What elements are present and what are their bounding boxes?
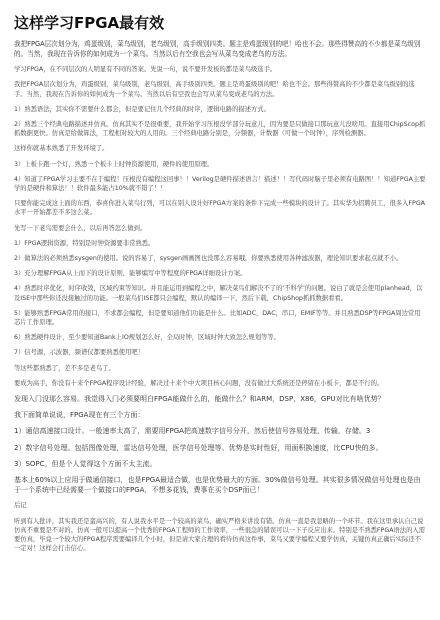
paragraph: 4）熟悉时序优化，时序收敛，区域约束等知识。并且能运用到编程之中，解决菜鸟们解决不了的'不科学'的问题。说白了就是会使用planhead，以及ISE中那些你还没接触过的功能。一般菜鸟们ISE都只会编程，默认的编译一下，然后下载，ChipShop抓抓数据看看。 <box>14 285 423 302</box>
paragraph: 1）FPGA逻辑资源，特别是时钟资源要非常熟悉。 <box>14 239 155 247</box>
paragraph: 等这些都熟悉了，差不多是老鸟了。 <box>14 364 115 372</box>
paragraph: 这样你就基本熟悉了开发环境了。 <box>14 145 109 153</box>
paragraph: 我把FPGA层次划分为，鸡蛋级别，菜鸟级别，老鸟级别，高手级别四类。题主是鸡蛋级别的吧！哈也不会。那些得赞高的不少都是菜鸟级别的。当然，我现在告诉你的如何成为一个菜鸟。当然以后有空我也会写从菜鸟变成老鸟的方法。 <box>14 40 421 58</box>
paragraph: 4）知道了FPGA学习主要不在于编程！压根没有编程这回事！！Verilog是硬件描述语言！描述！！写代码时脑子里必须有电路图！！知道FPGA主要学的是硬件和算法！！软件最多能占10%就不错了！！ <box>14 175 426 193</box>
paragraph: 1）熟悉语法，其实你不需要什么都会，但是要记住几个经典的时序，逻辑电路的描述方式。 <box>14 105 270 113</box>
paragraph: 我把FPGA层次划分为，鸡蛋级别，菜鸟级别，老鸟级别，高手级别四类。题主是鸡蛋级别的吧！哈也不会。那些得赞高的不少都是菜鸟级别的选手。当然，我现在告诉你的如何成为一个菜鸟。当然以后有空我也会写从菜鸟变成老鸟的方法。 <box>14 81 415 98</box>
paragraph: 1）通信高速接口设计。一般速率太高了，需要用FPGA把高速数字信号分开，然后使信号容易处理，传输，存储。3 <box>14 427 371 436</box>
paragraph: 5）能够熟悉FPGA常用的接口，不求都会编程，但是要知道他们功能是什么。比如ADC，DAC，串口，EMIF等等。并且熟悉DSP等FPGA周边常用芯片工作原理。 <box>14 309 421 327</box>
paragraph: 基本上60%以上应用于做通信接口，也是FPGA最适合做，也是优势最大的方面。30%做信号处理。其实很多情况做信号处理也是由于一个系统中已经需要一个做接口的FPGA，不想多花钱，费事在买个DSP而已！ <box>14 476 421 495</box>
paragraph: 先写一下老鸟需要会什么，以后再答怎么做到。 <box>14 224 147 232</box>
paragraph: 发现入门没那么容易。我觉得入门必须要明白FPGA能做什么的，能做什么？和ARM，DSP，X86，GPU对比有啥优势？ <box>14 395 385 404</box>
paragraph: 7）信号源，示波器，频谱仪都要熟悉使用吧！ <box>14 349 144 357</box>
paragraph: 听到有人批评，其实我还是蛮高兴的，有人说我水平是一个较高的菜鸟，确实严格来讲没有错。仿真一直是我忽略的一个环节。我在这里承认自己说仿真不重要是不对的。仿真一般可以提高一个优秀的FPGA工程师的工作效率，一些很急的错误可以一下子反应出来。特别是不熟悉FPGA语法的入需要仿真，毕竟一个较大的FPGA程序需要编译几个小时，但是请大家合理的看待仿真这件事，菜鸟又要学编程又要学仿真，关键仿真正确后实际还不一定对！这样会打击信心。 <box>14 517 426 553</box>
paragraph: 6）熟悉硬件设计，至少要知道Bank上IO规划怎么好，全局时钟，区域时钟大致怎么规划等等。 <box>14 334 280 342</box>
article-body <box>14 40 426 554</box>
page-title: 这样学习FPGA最有效 <box>14 14 165 32</box>
paragraph: 后记 <box>14 502 27 510</box>
paragraph: 要成为高手，你没有十来个FPGA程序设计经验，解决过十来个中大项目核心问题，没有做过大系统还是停留在小板卡，都是不行的。 <box>14 379 384 387</box>
paragraph: 学习FPGA，在不同层次的人明显有不同的答案。先说一句，说不要开发板的都是菜鸟级选手。 <box>14 66 277 74</box>
paragraph: 3）上板卡跑一个灯，熟悉一个板卡上时钟资源使用，硬件的使用原理。 <box>14 160 214 168</box>
paragraph: 3）SOPC。但是个人觉得这个方面不太主流。 <box>14 459 157 468</box>
paragraph: 2）熟悉三个经典电路描述并仿真。仿真其实不是很重要，我开始学习压根没学部分玩意儿，因为要是只做接口那玩意儿没啥用。直接用ChipScop抓抓数据更快。仿真是给做算法，工程相对较大的人用的。三个经典电路分别是，分频器，计数器（可做一个时钟），序列检测器。 <box>14 121 426 138</box>
paragraph: 我下面简单说说，FPGA现在有三个方面： <box>14 411 145 420</box>
paragraph: 2）数字信号处理。包括图像处理，雷达信号处理，医学信号处理等。优势是实时性好，用面积换速度，比CPU快的多。 <box>14 443 383 452</box>
paragraph: 2）做算法的必须熟悉sysgen的使用。说的容易了，sysgen画画图也没那么容易哦，你要熟悉使用各种滤波器，理论知识要求起点就不小。 <box>14 255 403 263</box>
paragraph: 3）充分理解FPGA从上而下的设计原则，能够编写中等程度的FPGA详细设计方案。 <box>14 270 247 278</box>
paragraph: 只要你能完成这上面的东西，恭喜你进入菜鸟行列，可以在别人设计好FPGA方案的条件下完成一些模块的设计了。其实华为招聘员工，很多入FPGA水平一开始都差不多这么菜。 <box>14 200 426 217</box>
